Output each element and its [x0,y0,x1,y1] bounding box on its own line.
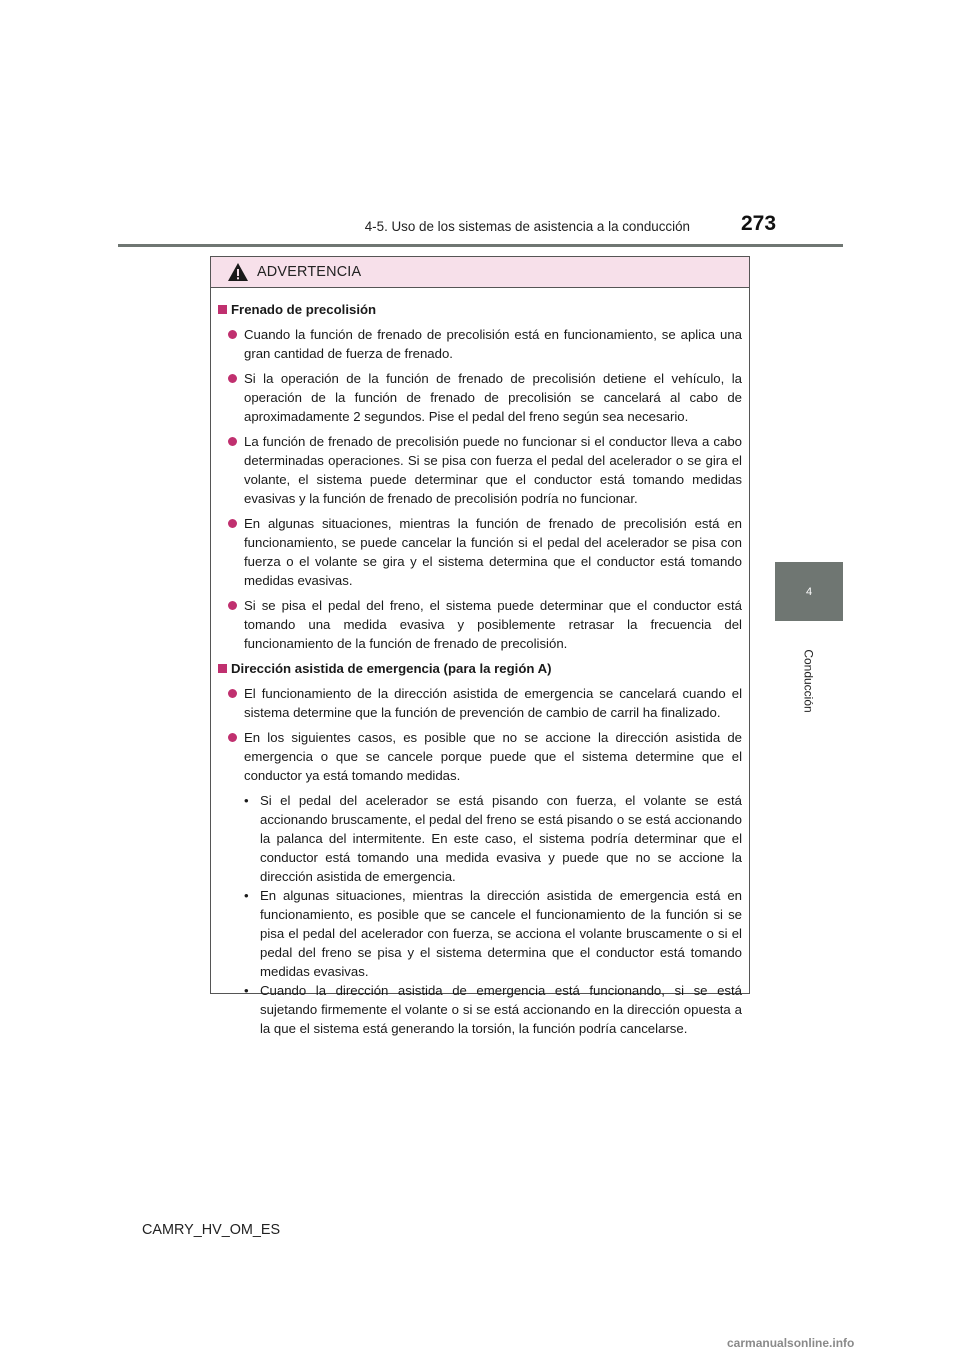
list-item [228,514,742,590]
list-item [228,728,742,785]
list-item [228,432,742,508]
warning-body [211,288,749,1038]
sub-list-item-text: En algunas situaciones, mientras la dirección asistida de emergencia está en funcionamiento, es posible que se cancele el funcionamiento de la función si se pisa el pedal del acelerador con fuerza, se acciona el volante bruscamente o si el pedal del freno se pisa y el sistema determina que el conductor está tomando medidas evasivas. [260,888,742,979]
document-code: CAMRY_HV_OM_ES [142,1222,281,1238]
circle-bullet-icon [228,374,237,383]
section-title: 4-5. Uso de los sistemas de asistencia a la conducción [364,219,690,234]
circle-bullet-icon [228,733,237,742]
sub-list-item [244,886,742,981]
circle-bullet-icon [228,437,237,446]
sub-list-item-text: Si el pedal del acelerador se está pisando con fuerza, el volante se está accionando bruscamente, el pedal del freno se está pisando o se está accionando la palanca del intermitente. En este caso, el sistema podría determinar que el conductor está tomando una medida evasiva y puede que no se accione la dirección asistida de emergencia. [260,793,742,884]
sub-list-item [244,981,742,1038]
dot-marker-icon: • [244,888,249,903]
watermark: carmanualsonline.info [727,1336,855,1350]
list-item [228,369,742,426]
sub-list-item-text: Cuando la dirección asistida de emergencia está funcionando, si se está sujetando firmemente el volante o si se está accionando en la dirección opuesta a la que el sistema está generando la torsión, la función podría cancelarse. [260,983,742,1036]
list-item [228,325,742,363]
list-item-text: En los siguientes casos, es posible que no se accione la dirección asistida de emergencia o que se cancele porque puede que el sistema determine que el conductor ya está tomando medidas. [244,730,742,783]
chapter-label: Conducción [802,649,816,713]
list-item-text: La función de frenado de precolisión puede no funcionar si el conductor lleva a cabo determinadas operaciones. Si se pisa con fuerza el pedal del acelerador o se gira el volante, el sistema puede determinar que el conductor está tomando medidas evasivas y la función de frenado de precolisión podría no funcionar. [244,434,742,506]
circle-bullet-icon [228,601,237,610]
sub-list-item [244,791,742,886]
chapter-tab [775,562,843,621]
list-item [228,684,742,722]
circle-bullet-icon [228,519,237,528]
list-item-text: Si se pisa el pedal del freno, el sistema puede determinar que el conductor está tomando una medida evasiva y posiblemente retrasar la frecuencia del funcionamiento de la función de frenado de precolisión. [244,598,742,651]
section-heading-text: Dirección asistida de emergencia (para la región A) [231,661,552,676]
circle-bullet-icon [228,330,237,339]
dot-marker-icon: • [244,793,249,808]
square-bullet-icon [218,305,227,314]
dot-marker-icon: • [244,983,249,998]
chapter-number: 4 [805,585,813,598]
warning-box [210,256,750,1036]
warning-header [211,257,749,288]
sub-list [244,791,742,1038]
list-item-text: Si la operación de la función de frenado de precolisión detiene el vehículo, la operación de la función de frenado de precolisión se cancelará al cabo de aproximadamente 2 segundos. Pise el pedal del freno según sea necesario. [244,371,742,424]
section-heading [218,300,742,319]
header-divider [118,244,843,247]
circle-bullet-icon [228,689,237,698]
list-item-text: En algunas situaciones, mientras la función de frenado de precolisión está en funcionamiento, se puede cancelar la función si el pedal del acelerador se pisa con fuerza o el volante se gira y el sistema determina que el conductor está tomando medidas evasivas. [244,516,742,588]
list-item-text: El funcionamiento de la dirección asistida de emergencia se cancelará cuando el sistema determine que la función de prevención de cambio de carril ha finalizado. [244,686,742,720]
page-number: 273 [741,212,777,235]
warning-title: ADVERTENCIA [257,264,362,280]
list-item [228,596,742,653]
square-bullet-icon [218,664,227,673]
section-heading [218,659,742,678]
chapter-label-container [775,626,843,736]
section-heading-text: Frenado de precolisión [231,302,377,317]
warning-triangle-icon [227,262,249,282]
list-item-text: Cuando la función de frenado de precolisión está en funcionamiento, se aplica una gran cantidad de fuerza de frenado. [244,327,742,361]
